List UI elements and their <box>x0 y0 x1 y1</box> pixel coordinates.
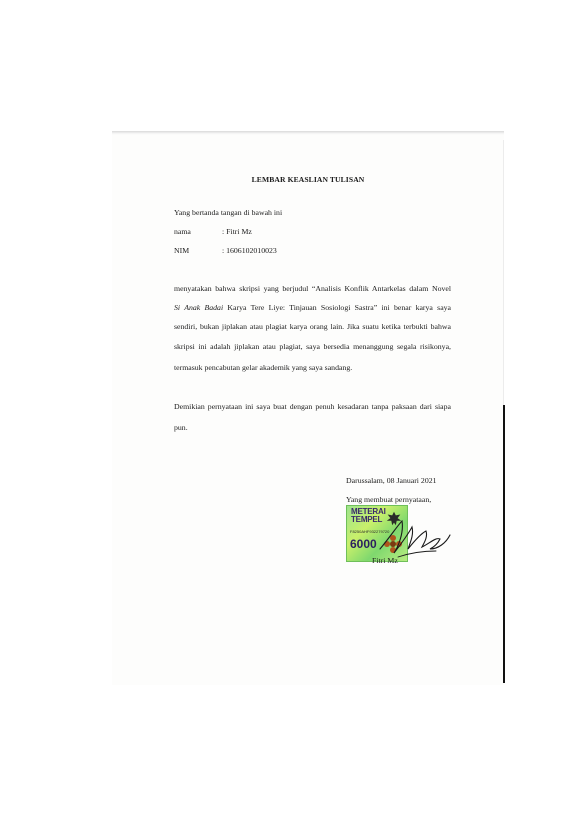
paragraph1-line2 <box>174 303 451 312</box>
paragraph1-line1: menyatakan bahwa skripsi yang berjudul “Analisis Konflik Antarkelas dalam Novel <box>174 284 451 293</box>
page-right-edge <box>503 405 505 683</box>
field-label-nama: nama <box>174 227 191 236</box>
stamp-amount: 6000 <box>350 537 377 551</box>
field-value-nama: : Fitri Mz <box>222 227 252 236</box>
paragraph1-line4: skripsi ini adalah jiplakan atau plagiat, saya bersedia menanggung segala risikonya, <box>174 342 451 351</box>
stamp-label-line2: TEMPEL <box>351 515 383 524</box>
page-top-edge <box>112 131 504 135</box>
field-label-nim: NIM <box>174 246 190 255</box>
novel-title: Si Anak Badai <box>174 303 224 312</box>
signer-name: Fitri Mz <box>372 556 398 565</box>
signer-caption: Yang membuat pernyataan, <box>346 495 432 504</box>
document-title: LEMBAR KEASLIAN TULISAN <box>251 175 365 184</box>
field-value-nim: : 1606102010023 <box>222 246 277 255</box>
place-date: Darussalam, 08 Januari 2021 <box>346 476 437 485</box>
intro-line: Yang bertanda tangan di bawah ini <box>174 208 283 217</box>
paragraph2-line2: pun. <box>174 423 188 432</box>
paragraph1-line2-rest: Karya Tere Liye: Tinjauan Sosiologi Sastra” ini benar karya saya <box>223 303 452 312</box>
paragraph1-line3: sendiri, bukan jiplakan atau plagiat karya orang lain. Jika suatu ketika terbukti bahwa <box>174 322 451 331</box>
stamp-label-line1: METERAI <box>351 507 386 516</box>
paragraph1-line5: termasuk pencabutan gelar akademik yang saya sandang. <box>174 363 353 372</box>
stamp-serial: F8250AHF932279720 <box>350 529 390 534</box>
paragraph2-line1: Demikian pernyataan ini saya buat dengan penuh kesadaran tanpa paksaan dari siapa <box>174 402 451 411</box>
